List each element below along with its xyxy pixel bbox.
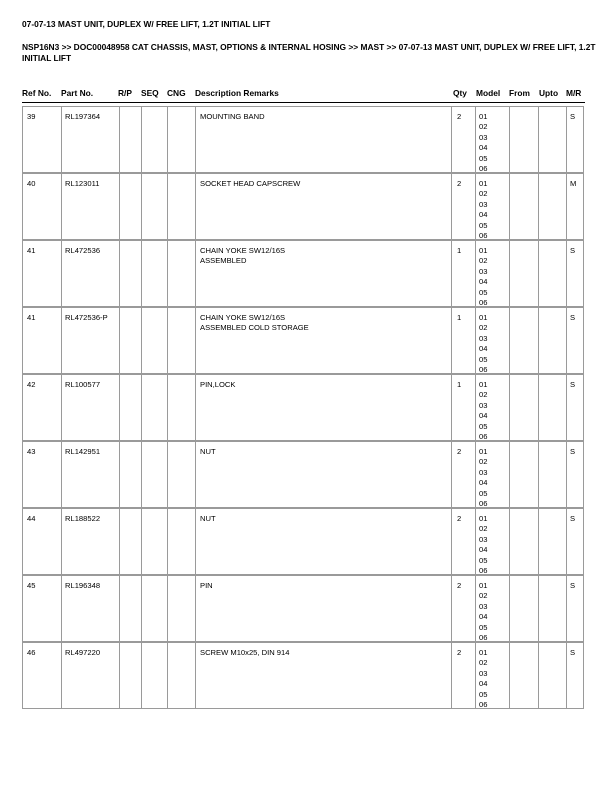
column-divider xyxy=(475,576,476,641)
model-list: 01 02 03 04 05 06 xyxy=(479,313,488,375)
header-from: From xyxy=(509,88,530,98)
column-divider xyxy=(509,241,510,306)
column-divider xyxy=(509,107,510,172)
column-divider xyxy=(566,241,567,306)
column-divider xyxy=(566,308,567,373)
column-divider xyxy=(119,107,120,172)
header-cng: CNG xyxy=(167,88,186,98)
column-divider xyxy=(509,174,510,239)
column-divider xyxy=(195,509,196,574)
ref-no-cell: 42 xyxy=(27,380,36,389)
column-divider xyxy=(475,241,476,306)
column-divider xyxy=(141,174,142,239)
column-divider xyxy=(61,509,62,574)
header-part-no: Part No. xyxy=(61,88,94,98)
column-divider xyxy=(61,643,62,708)
column-divider xyxy=(451,509,452,574)
header-ref-no: Ref No. xyxy=(22,88,52,98)
description-cell: CHAIN YOKE SW12/16S ASSEMBLED COLD STORAGE xyxy=(200,313,309,333)
header-upto: Upto xyxy=(539,88,559,98)
column-divider xyxy=(451,107,452,172)
column-divider xyxy=(119,375,120,440)
model-list: 01 02 03 04 05 06 xyxy=(479,648,488,710)
column-divider xyxy=(167,509,168,574)
column-divider xyxy=(566,174,567,239)
model-list: 01 02 03 04 05 06 xyxy=(479,246,488,308)
column-divider xyxy=(451,643,452,708)
column-divider xyxy=(566,442,567,507)
column-divider xyxy=(451,576,452,641)
mr-cell: S xyxy=(570,447,576,456)
column-divider xyxy=(451,174,452,239)
column-divider xyxy=(141,509,142,574)
breadcrumb: NSP16N3 >> DOC00048958 CAT CHASSIS, MAST, OPTIONS & INTERNAL HOSING >> MAST >> 07-07-13 MAST UNIT, DUPLEX W/ FREE LIFT, 1.2T INITIAL LIFT xyxy=(22,42,596,63)
column-divider xyxy=(61,375,62,440)
table-row xyxy=(22,240,584,307)
column-divider xyxy=(195,174,196,239)
header-rp: R/P xyxy=(118,88,132,98)
column-divider xyxy=(167,576,168,641)
model-list: 01 02 03 04 05 06 xyxy=(479,514,488,576)
column-divider xyxy=(141,442,142,507)
column-divider xyxy=(538,308,539,373)
header-seq: SEQ xyxy=(141,88,159,98)
qty-cell: 1 xyxy=(457,313,462,322)
description-cell: SCREW M10x25, DIN 914 xyxy=(200,648,290,657)
part-no-cell: RL100577 xyxy=(65,380,101,389)
column-divider xyxy=(475,174,476,239)
ref-no-cell: 44 xyxy=(27,514,36,523)
column-divider xyxy=(119,442,120,507)
ref-no-cell: 43 xyxy=(27,447,36,456)
header-description: Description Remarks xyxy=(195,88,279,98)
mr-cell: S xyxy=(570,648,576,657)
column-divider xyxy=(195,241,196,306)
column-divider xyxy=(475,308,476,373)
mr-cell: S xyxy=(570,514,576,523)
description-cell: SOCKET HEAD CAPSCREW xyxy=(200,179,301,188)
column-divider xyxy=(566,509,567,574)
column-divider xyxy=(61,442,62,507)
column-divider xyxy=(538,174,539,239)
column-divider xyxy=(195,442,196,507)
column-divider xyxy=(451,308,452,373)
part-no-cell: RL197364 xyxy=(65,112,101,121)
mr-cell: S xyxy=(570,112,576,121)
header-mr: M/R xyxy=(566,88,582,98)
column-divider xyxy=(566,576,567,641)
column-divider xyxy=(475,643,476,708)
description-cell: PIN xyxy=(200,581,213,590)
column-divider xyxy=(141,643,142,708)
part-no-cell: RL142951 xyxy=(65,447,101,456)
qty-cell: 1 xyxy=(457,246,462,255)
page-title: 07-07-13 MAST UNIT, DUPLEX W/ FREE LIFT, 1.2T INITIAL LIFT xyxy=(22,19,271,29)
column-divider xyxy=(475,442,476,507)
column-divider xyxy=(141,576,142,641)
table-row xyxy=(22,642,584,709)
qty-cell: 1 xyxy=(457,380,462,389)
column-divider xyxy=(167,375,168,440)
description-cell: NUT xyxy=(200,514,216,523)
column-divider xyxy=(61,107,62,172)
table-row xyxy=(22,307,584,374)
mr-cell: S xyxy=(570,581,576,590)
table-row xyxy=(22,508,584,575)
column-divider xyxy=(119,174,120,239)
column-divider xyxy=(141,375,142,440)
qty-cell: 2 xyxy=(457,514,462,523)
qty-cell: 2 xyxy=(457,179,462,188)
mr-cell: S xyxy=(570,246,576,255)
column-divider xyxy=(167,442,168,507)
column-divider xyxy=(195,576,196,641)
column-divider xyxy=(538,107,539,172)
column-divider xyxy=(61,576,62,641)
column-divider xyxy=(475,107,476,172)
ref-no-cell: 40 xyxy=(27,179,36,188)
column-divider xyxy=(509,375,510,440)
column-divider xyxy=(475,375,476,440)
ref-no-cell: 46 xyxy=(27,648,36,657)
column-divider xyxy=(509,308,510,373)
part-no-cell: RL472536 xyxy=(65,246,101,255)
column-divider xyxy=(509,442,510,507)
column-divider xyxy=(61,241,62,306)
ref-no-cell: 45 xyxy=(27,581,36,590)
column-divider xyxy=(167,643,168,708)
column-divider xyxy=(61,174,62,239)
column-divider xyxy=(167,241,168,306)
part-no-cell: RL472536-P xyxy=(65,313,108,322)
model-list: 01 02 03 04 05 06 xyxy=(479,581,488,643)
column-divider xyxy=(167,174,168,239)
column-divider xyxy=(566,107,567,172)
part-no-cell: RL188522 xyxy=(65,514,101,523)
description-cell: PIN,LOCK xyxy=(200,380,236,389)
qty-cell: 2 xyxy=(457,648,462,657)
qty-cell: 2 xyxy=(457,447,462,456)
description-cell: MOUNTING BAND xyxy=(200,112,265,121)
column-divider xyxy=(119,241,120,306)
qty-cell: 2 xyxy=(457,112,462,121)
part-no-cell: RL497220 xyxy=(65,648,101,657)
column-divider xyxy=(61,308,62,373)
qty-cell: 2 xyxy=(457,581,462,590)
column-divider xyxy=(141,107,142,172)
column-divider xyxy=(195,308,196,373)
column-divider xyxy=(119,643,120,708)
header-model: Model xyxy=(476,88,501,98)
column-divider xyxy=(451,442,452,507)
description-cell: NUT xyxy=(200,447,216,456)
model-list: 01 02 03 04 05 06 xyxy=(479,112,488,174)
column-divider xyxy=(538,241,539,306)
ref-no-cell: 41 xyxy=(27,313,36,322)
model-list: 01 02 03 04 05 06 xyxy=(479,179,488,241)
column-divider xyxy=(141,241,142,306)
header-qty: Qty xyxy=(453,88,467,98)
column-divider xyxy=(538,576,539,641)
column-divider xyxy=(538,509,539,574)
column-divider xyxy=(509,509,510,574)
table-row xyxy=(22,374,584,441)
column-divider xyxy=(195,107,196,172)
column-divider xyxy=(566,375,567,440)
table-row xyxy=(22,173,584,240)
column-divider xyxy=(119,509,120,574)
column-divider xyxy=(195,375,196,440)
column-divider xyxy=(475,509,476,574)
column-divider xyxy=(538,643,539,708)
column-divider xyxy=(167,308,168,373)
column-divider xyxy=(566,643,567,708)
part-no-cell: RL196348 xyxy=(65,581,101,590)
column-divider xyxy=(141,308,142,373)
column-divider xyxy=(167,107,168,172)
mr-cell: M xyxy=(570,179,577,188)
column-divider xyxy=(509,643,510,708)
column-divider xyxy=(451,375,452,440)
description-cell: CHAIN YOKE SW12/16S ASSEMBLED xyxy=(200,246,286,266)
table-row xyxy=(22,106,584,173)
ref-no-cell: 41 xyxy=(27,246,36,255)
column-divider xyxy=(119,308,120,373)
model-list: 01 02 03 04 05 06 xyxy=(479,380,488,442)
mr-cell: S xyxy=(570,313,576,322)
column-divider xyxy=(119,576,120,641)
table-row xyxy=(22,575,584,642)
column-divider xyxy=(509,576,510,641)
column-divider xyxy=(451,241,452,306)
ref-no-cell: 39 xyxy=(27,112,36,121)
column-divider xyxy=(195,643,196,708)
mr-cell: S xyxy=(570,380,576,389)
column-divider xyxy=(538,375,539,440)
part-no-cell: RL123011 xyxy=(65,179,100,188)
column-divider xyxy=(538,442,539,507)
model-list: 01 02 03 04 05 06 xyxy=(479,447,488,509)
table-row xyxy=(22,441,584,508)
